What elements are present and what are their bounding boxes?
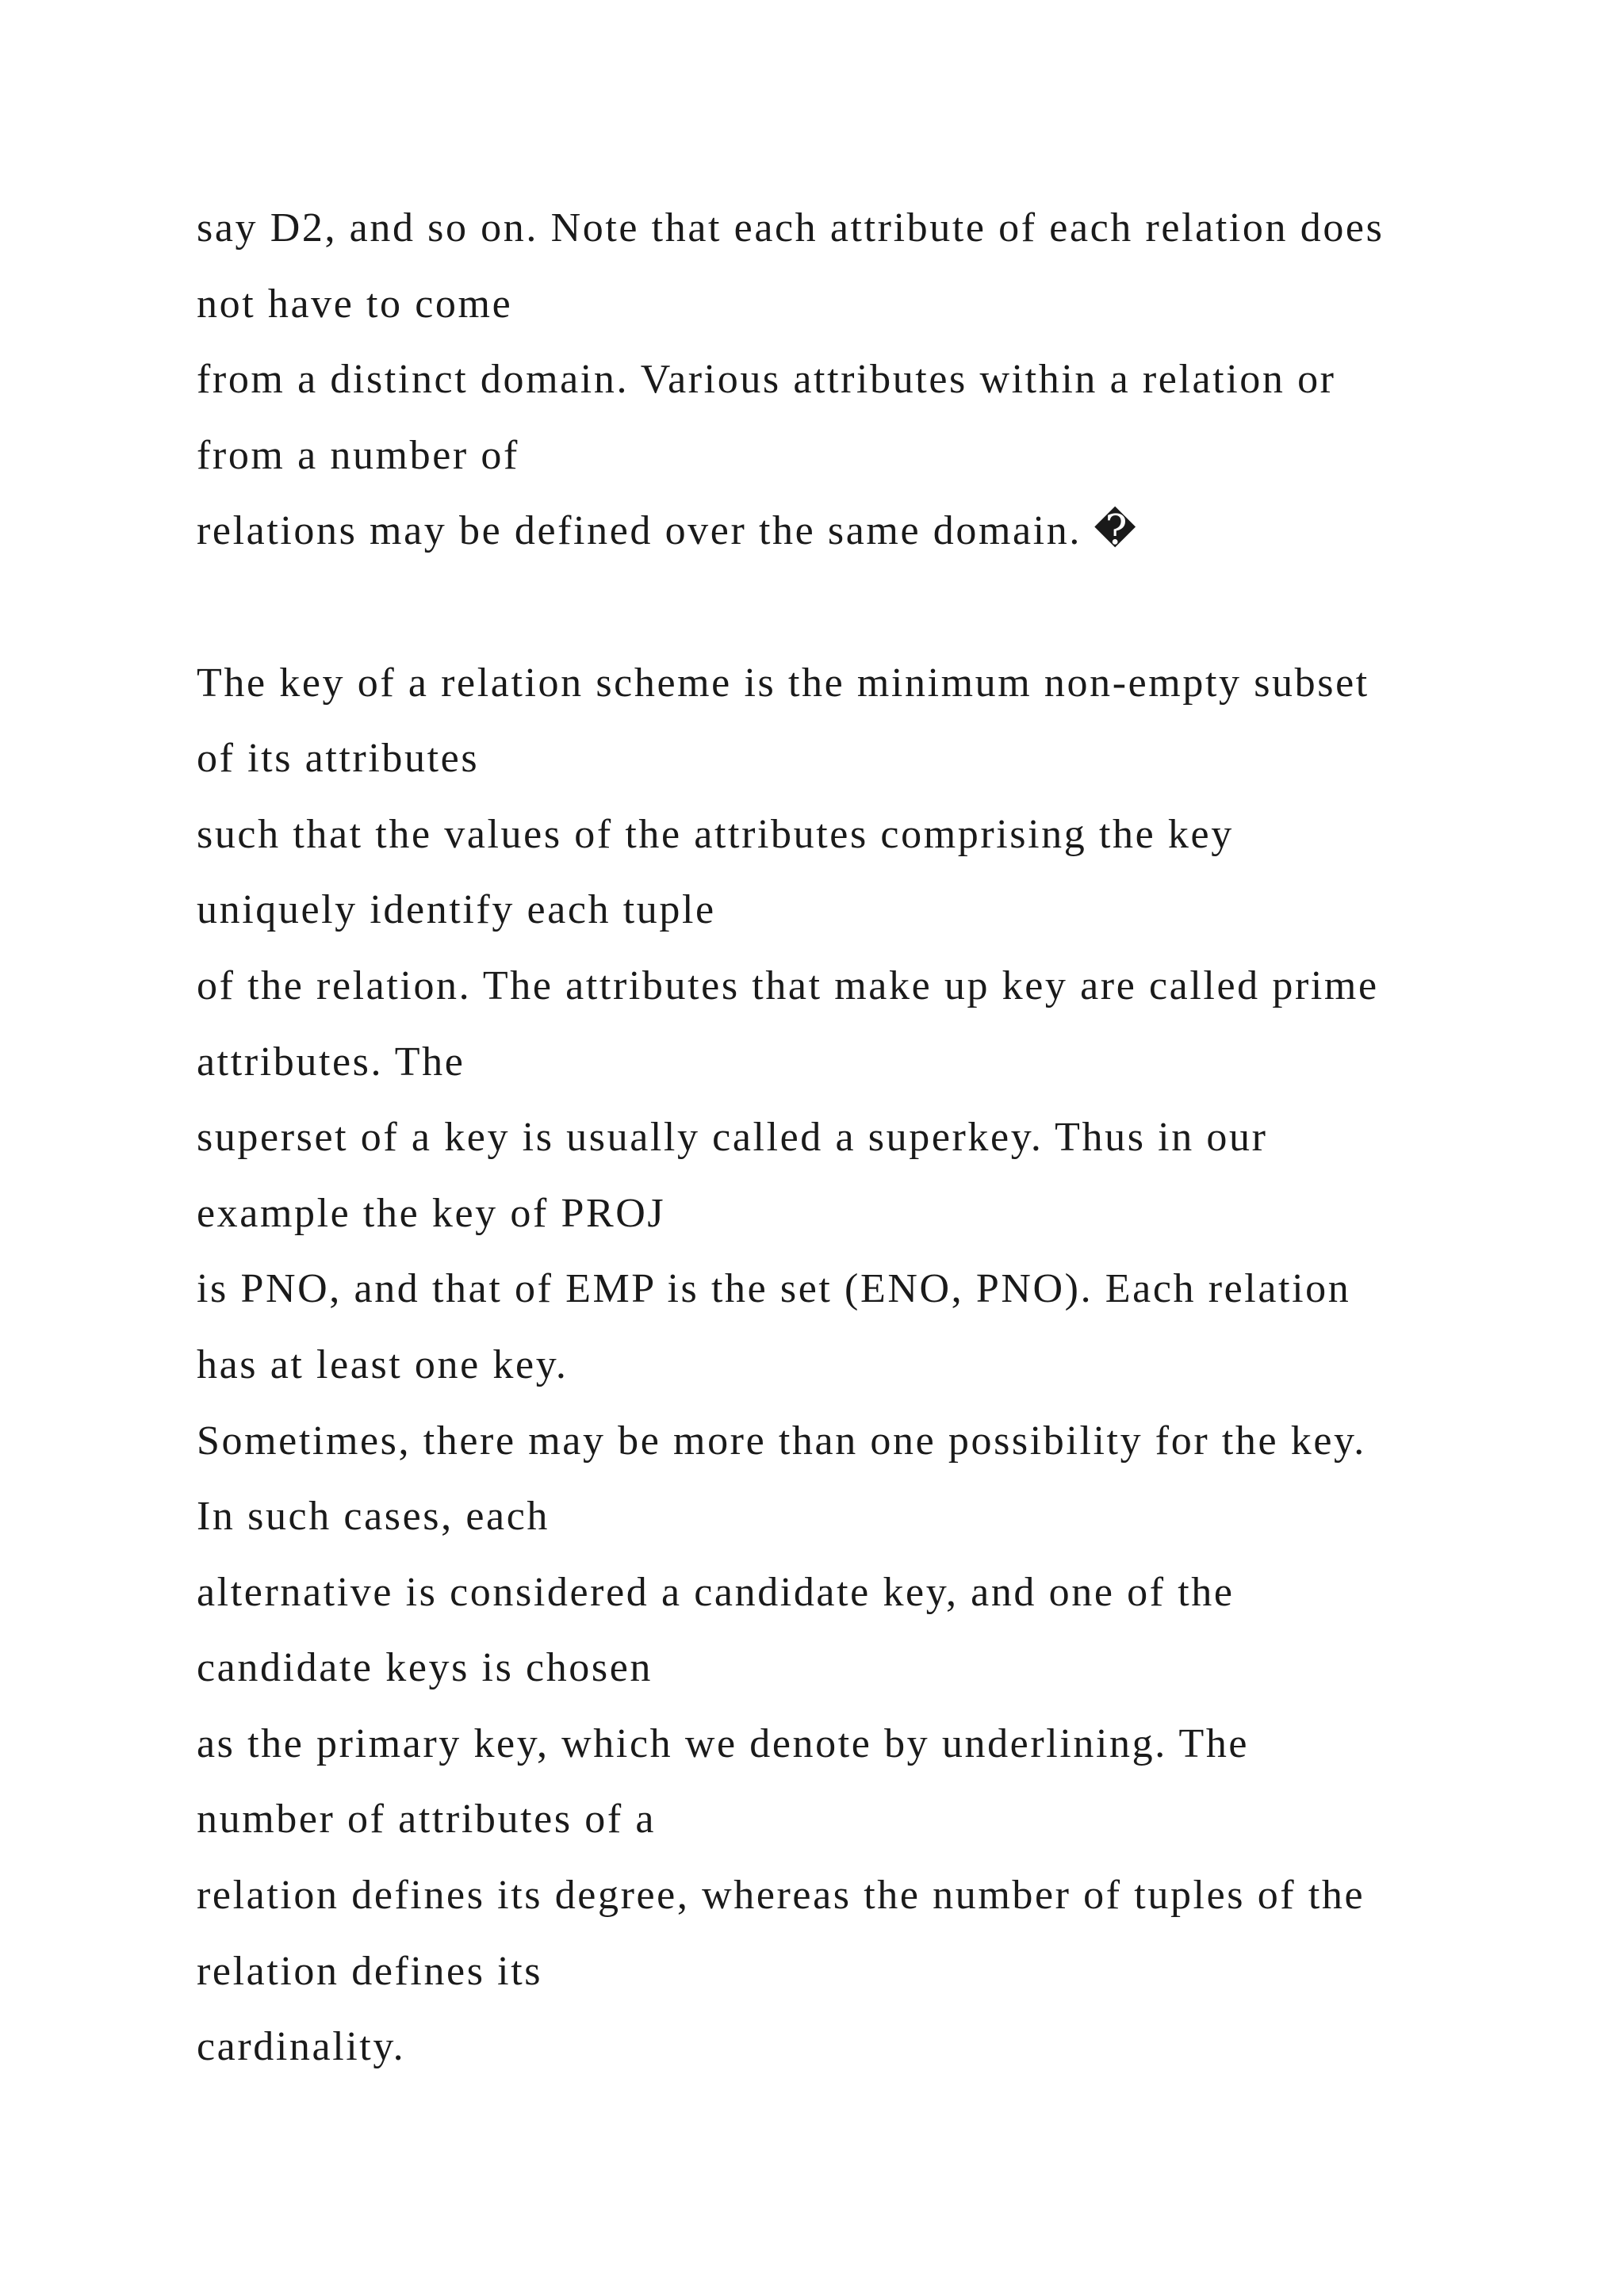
document-page (197, 190, 1497, 2085)
text-line: alternative is considered a candidate key, and one of the (197, 1569, 1235, 1615)
text-line: Sometimes, there may be more than one possibility for the key. (197, 1418, 1366, 1464)
paragraph-spacer (197, 569, 1497, 645)
text-line: of its attributes (197, 736, 480, 782)
text-line: The key of a relation scheme is the minimum non-empty subset (197, 660, 1369, 706)
text-line: relation defines its (197, 1948, 543, 1994)
text-line: In such cases, each (197, 1494, 550, 1540)
text-line: number of attributes of a (197, 1797, 657, 1843)
text-line: relations may be defined over the same domain. � (197, 508, 1139, 554)
paragraph-domains (197, 190, 1497, 569)
text-line: of the relation. The attributes that make up key are called prime (197, 962, 1379, 1008)
text-line: from a number of (197, 432, 519, 478)
text-line: uniquely identify each tuple (197, 887, 716, 933)
text-line: as the primary key, which we denote by underlining. The (197, 1720, 1250, 1766)
paragraph-keys (197, 645, 1497, 2085)
text-line: candidate keys is chosen (197, 1645, 653, 1691)
text-line: is PNO, and that of EMP is the set (ENO, PNO). Each relation (197, 1266, 1351, 1312)
text-line: superset of a key is usually called a superkey. Thus in our (197, 1115, 1268, 1161)
text-line: has at least one key. (197, 1341, 569, 1387)
text-line: say D2, and so on. Note that each attribute of each relation does (197, 205, 1385, 251)
text-line: from a distinct domain. Various attributes within a relation or (197, 357, 1336, 403)
text-line: such that the values of the attributes comprising the key (197, 811, 1234, 857)
text-line: cardinality. (197, 2024, 406, 2070)
text-line: relation defines its degree, whereas the number of tuples of the (197, 1873, 1365, 1919)
text-line: example the key of PROJ (197, 1190, 666, 1236)
text-line: attributes. The (197, 1039, 465, 1085)
text-line: not have to come (197, 281, 513, 327)
